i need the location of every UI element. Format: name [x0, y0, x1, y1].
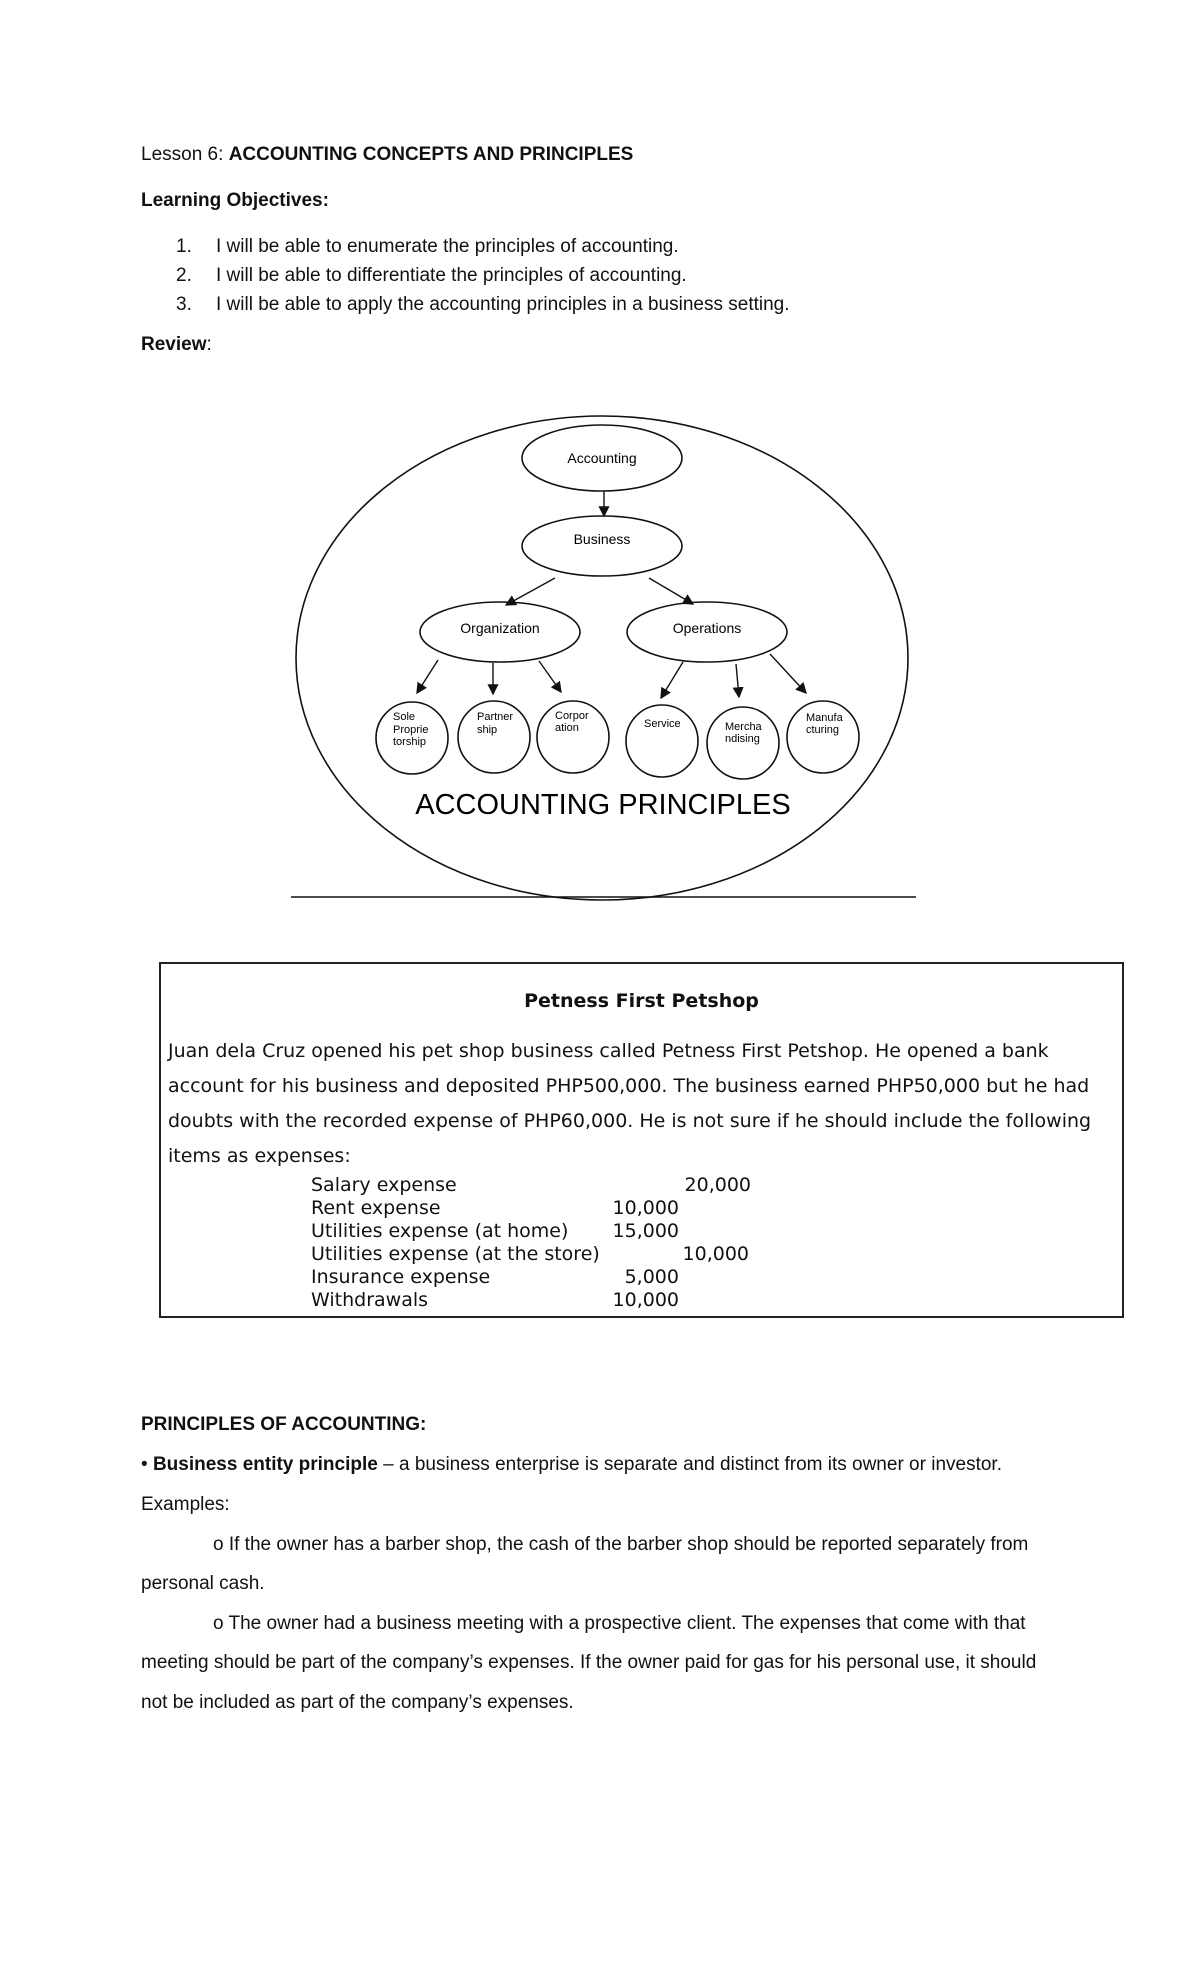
node-partnership-line1: Partner — [477, 711, 514, 723]
arrow-org-corporation — [539, 661, 561, 692]
node-sole-line3: torship — [393, 736, 427, 748]
arrow-ops-manufacturing — [770, 654, 806, 693]
node-sole-line2: Proprie — [393, 724, 429, 736]
node-business-label: Business — [573, 531, 631, 547]
expense-row — [311, 1289, 679, 1312]
list-item — [141, 290, 790, 319]
list-item — [141, 232, 790, 261]
principle-entity — [141, 1454, 1002, 1476]
objectives-list — [141, 232, 790, 319]
list-text: I will be able to enumerate the principles of accounting. — [216, 236, 679, 257]
case-study-box — [159, 962, 1124, 1318]
arrow-business-operations — [649, 578, 693, 604]
node-accounting-label: Accounting — [567, 450, 637, 466]
node-merchandising-line2: ndising — [725, 733, 760, 745]
expense-label: Insurance expense — [311, 1266, 491, 1288]
review-label: Review — [141, 334, 207, 355]
examples-label: Examples: — [141, 1494, 230, 1515]
list-number: 2. — [176, 265, 192, 286]
expense-label: Utilities expense (at home) — [311, 1220, 569, 1242]
node-partnership-line2: ship — [477, 724, 498, 736]
expense-amount: 10,000 — [612, 1289, 679, 1311]
review-colon: : — [206, 334, 212, 355]
accounting-concept-diagram — [290, 410, 916, 910]
arrow-org-sole — [417, 660, 438, 693]
expense-amount: 20,000 — [684, 1174, 751, 1196]
arrow-ops-merchandising — [736, 664, 739, 697]
example-2-line-1: o The owner had a business meeting with a prospective client. The expenses that come with that — [213, 1613, 1026, 1634]
principle-definition: – a business enterprise is separate and distinct from its owner or investor. — [377, 1454, 1002, 1475]
list-item — [141, 261, 790, 290]
expense-label: Rent expense — [311, 1197, 441, 1219]
expense-row — [311, 1220, 679, 1243]
node-merchandising-line1: Mercha — [725, 721, 762, 733]
expense-label: Utilities expense (at the store) — [311, 1243, 600, 1265]
list-number: 3. — [176, 294, 192, 315]
case-title: Petness First Petshop — [524, 990, 759, 1012]
node-service-label: Service — [644, 718, 681, 730]
review-heading — [141, 334, 212, 356]
principles-heading: PRINCIPLES OF ACCOUNTING: — [141, 1414, 427, 1435]
node-manufacturing-line1: Manufa — [806, 712, 843, 724]
expense-amount: 5,000 — [624, 1266, 679, 1288]
case-paragraph: Juan dela Cruz opened his pet shop business called Petness First Petshop. He opened a bank account for his business and deposited PHP500,000. The business earned PHP50,000 but he had doubts with the recorded expense of PHP60,000. He is not sure if he should include the following items as expenses: — [168, 1040, 1092, 1167]
list-text: I will be able to apply the accounting principles in a business setting. — [216, 294, 790, 315]
expense-amount: 15,000 — [612, 1220, 679, 1242]
example-2-line-2: meeting should be part of the company’s expenses. If the owner paid for gas for his personal use, it should — [141, 1652, 1037, 1673]
node-service — [626, 705, 698, 777]
node-corporation-line1: Corpor — [555, 710, 589, 722]
example-1-line-1: o If the owner has a barber shop, the cash of the barber shop should be reported separately from — [213, 1534, 1029, 1555]
lesson-heading — [141, 144, 633, 166]
lesson-prefix: Lesson 6: — [141, 144, 224, 165]
expense-label: Withdrawals — [311, 1289, 429, 1311]
principle-term: Business entity principle — [152, 1454, 378, 1475]
lesson-title: ACCOUNTING CONCEPTS AND PRINCIPLES — [228, 144, 634, 165]
expense-amount: 10,000 — [682, 1243, 749, 1265]
arrow-ops-service — [661, 662, 683, 698]
node-organization-label: Organization — [460, 620, 540, 636]
arrow-business-organization — [506, 578, 555, 605]
expense-row — [311, 1174, 751, 1197]
diagram-caption: ACCOUNTING PRINCIPLES — [415, 789, 791, 821]
expense-row — [311, 1243, 749, 1266]
node-sole-line1: Sole — [393, 711, 416, 723]
node-operations-label: Operations — [672, 620, 742, 636]
list-text: I will be able to differentiate the principles of accounting. — [216, 265, 687, 286]
example-1-line-2: personal cash. — [141, 1573, 265, 1594]
bullet: • — [141, 1454, 148, 1475]
objectives-heading: Learning Objectives: — [141, 190, 329, 211]
node-corporation-line2: ation — [555, 722, 579, 734]
expense-label: Salary expense — [311, 1174, 457, 1196]
example-2-line-3: not be included as part of the company’s expenses. — [141, 1692, 574, 1713]
expense-row — [311, 1197, 679, 1220]
expense-amount: 10,000 — [612, 1197, 679, 1219]
expense-row — [311, 1266, 679, 1289]
list-number: 1. — [176, 236, 192, 257]
node-manufacturing-line2: cturing — [806, 724, 840, 736]
